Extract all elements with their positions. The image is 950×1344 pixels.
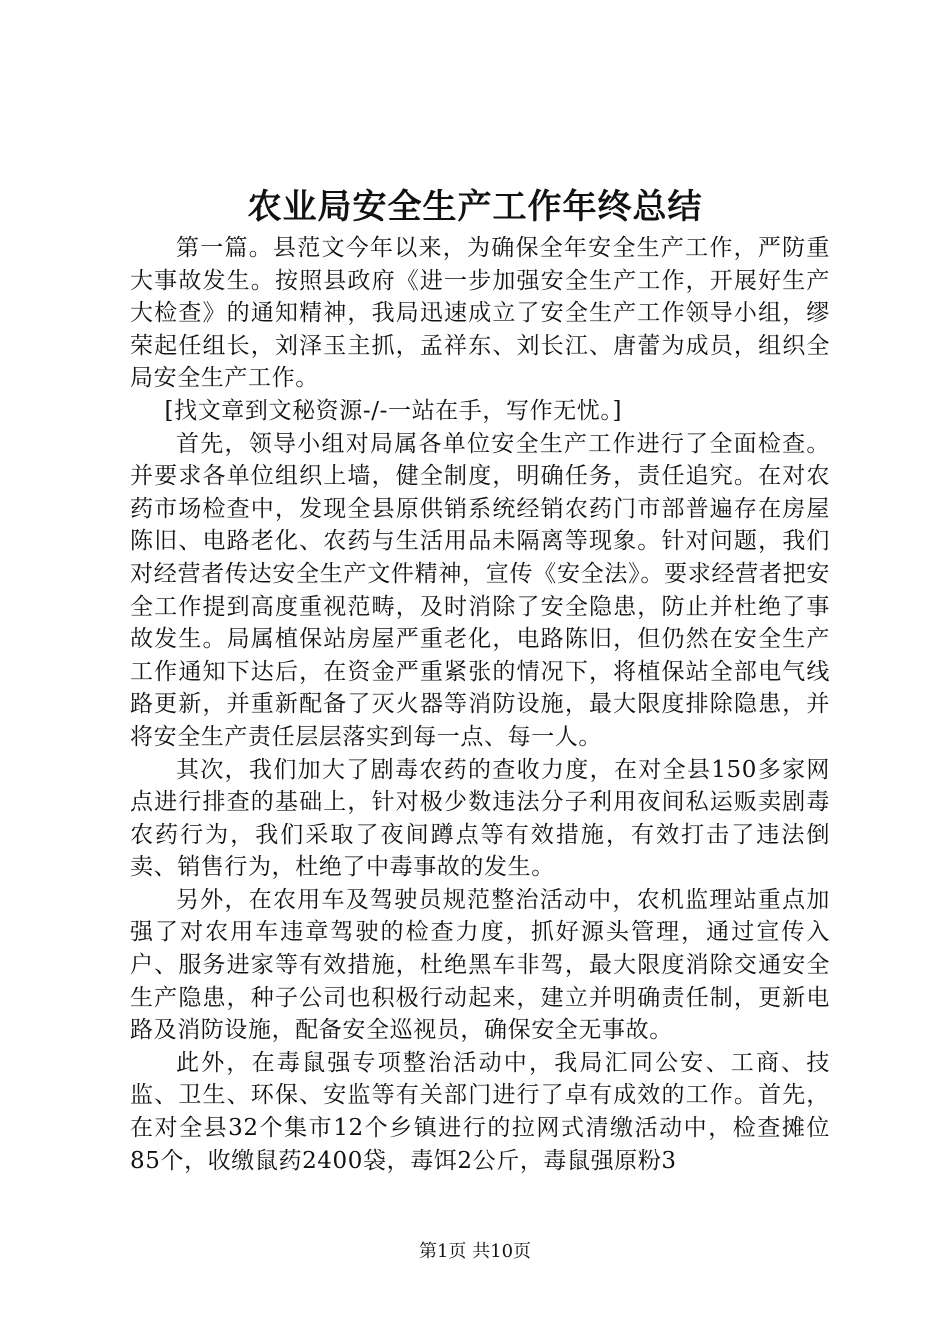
paragraph-second: 其次，我们加大了剧毒农药的查收力度，在对全县150多家网点进行排查的基础上，针对极少数违法分子利用夜间私运贩卖剧毒农药行为，我们采取了夜间蹲点等有效措施，有效打击了违法倒卖、销售行为，杜绝了中毒事故的发生。 xyxy=(130,756,830,881)
paragraph-intro: 第一篇。县范文今年以来，为确保全年安全生产工作，严防重大事故发生。按照县政府《进一步加强安全生产工作，开展好生产大检查》的通知精神，我局迅速成立了安全生产工作领导小组，缪荣起任组长，刘泽玉主抓，孟祥东、刘长江、唐蕾为成员，组织全局安全生产工作。 xyxy=(130,235,830,392)
paragraph-fourth: 此外，在毒鼠强专项整治活动中，我局汇同公安、工商、技监、卫生、环保、安监等有关部门进行了卓有成效的工作。首先，在对全县32个集市12个乡镇进行的拉网式清缴活动中，检查摊位85个，收缴鼠药2400袋，毒饵2公斤，毒鼠强原粉3 xyxy=(130,1049,830,1174)
document-title: 农业局安全生产工作年终总结 xyxy=(247,187,703,227)
document-body xyxy=(130,232,830,1177)
paragraph-third: 另外，在农用车及驾驶员规范整治活动中，农机监理站重点加强了对农用车违章驾驶的检查力度，抓好源头管理，通过宣传入户、服务进家等有效措施，杜绝黑车非驾，最大限度消除交通安全生产隐患，种子公司也积极行动起来，建立并明确责任制，更新电路及消防设施，配备安全巡视员，确保安全无事故。 xyxy=(130,886,830,1044)
paragraph-source-note: [找文章到文秘资源-/-一站在手，写作无忧。] xyxy=(164,397,623,424)
paragraph-first: 首先，领导小组对局属各单位安全生产工作进行了全面检查。并要求各单位组织上墙，健全制度，明确任务，责任追究。在对农药市场检查中，发现全县原供销系统经销农药门市部普遍存在房屋陈旧、电路老化、农药与生活用品未隔离等现象。针对问题，我们对经营者传达安全生产文件精神，宣传《安全法》。要求经营者把安全工作提到高度重视范畴，及时消除了安全隐患，防止并杜绝了事故发生。局属植保站房屋严重老化，电路陈旧，但仍然在安全生产工作通知下达后，在资金严重紧张的情况下，将植保站全部电气线路更新，并重新配备了灭火器等消防设施，最大限度排除隐患，并将安全生产责任层层落实到每一点、每一人。 xyxy=(130,430,830,750)
page-number-footer: 第1页 共10页 xyxy=(418,1241,532,1262)
